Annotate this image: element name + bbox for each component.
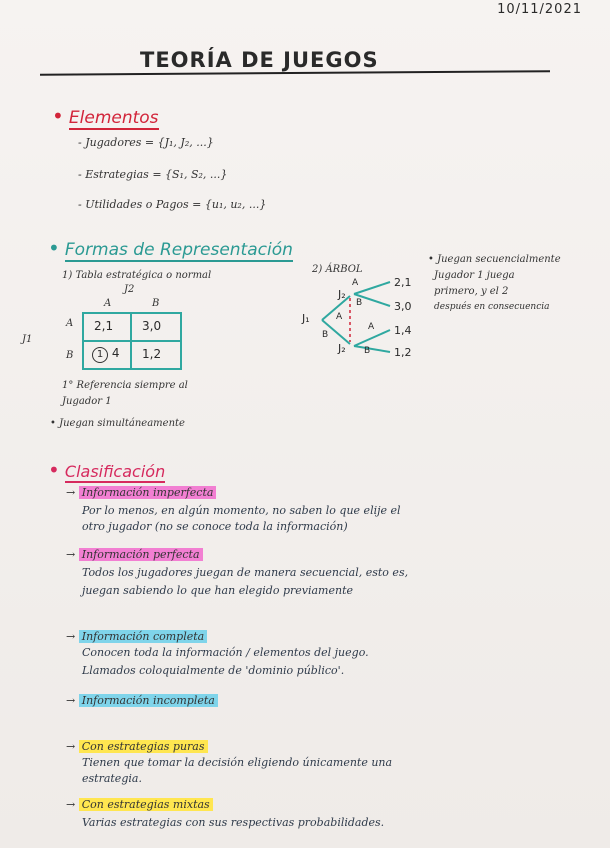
matrix-note: 1° Referencia siempre al [62,380,188,391]
clasif-item-perfecta: → Información perfecta [66,548,203,561]
tree-b-mid: B [322,330,329,340]
tree-j2-top: J₂ [338,288,346,301]
tree-branch [354,346,390,352]
clasif-item-incompleta: → Información incompleta [66,694,218,707]
secuencial-note: después en consecuencia [434,302,550,312]
bullet-icon: • [48,458,60,482]
clasif-text: Tienen que tomar la decisión eligiendo únicamente una [82,756,393,769]
tree-payoff: 3,0 [394,300,412,313]
tree-payoff: 1,4 [394,324,412,337]
tree-b-low: B [364,346,371,356]
clasif-item-imperfecta: → Información imperfecta [66,486,216,499]
elemento-estrategias: - Estrategias = {S₁, S₂, ...} [78,168,228,181]
matrix-j1-label: J1 [22,334,33,345]
matrix-row-a: A [66,318,74,329]
clasif-text: Por lo menos, en algún momento, no saben lo que elije el [82,504,401,517]
bullet-icon: • [48,236,60,260]
clasif-text: Conocen toda la información / elementos del juego. [82,646,369,659]
matrix-note: Jugador 1 [62,396,112,407]
date: 10/11/2021 [497,2,582,17]
tree-payoff: 2,1 [394,276,412,289]
matrix-row-b: B [66,350,74,361]
clasif-text: Varias estrategias con sus respectivas probabilidades. [82,816,385,829]
clasif-text: otro jugador (no se conoce toda la información) [82,520,348,533]
tree-branch [354,282,390,294]
secuencial-note: • Juegan secuencialmente [428,254,561,265]
matrix-cell: 1,2 [142,347,162,361]
title-underline [40,70,550,76]
circled-number: 1 [92,347,108,363]
matrix-divider [84,340,180,342]
clasificacion-heading: • Clasificación [48,458,166,482]
clasif-item-puras: → Con estrategias puras [66,740,208,753]
bullet-icon: • [52,104,64,128]
elementos-heading: • Elementos [52,104,159,128]
clasif-text: Todos los jugadores juegan de manera secuencial, esto es, [82,566,409,579]
matrix-cell: 2,1 [94,319,114,333]
matrix-j2-label: J2 [124,284,135,295]
tree-payoff: 1,2 [394,346,412,359]
tree-branch [354,330,390,346]
clasif-item-completa: → Información completa [66,630,207,643]
tree-j2-bottom: J₂ [338,342,346,355]
tree-j1: J₁ [302,312,310,325]
tabla-label: 1) Tabla estratégica o normal [62,270,212,281]
secuencial-note: Jugador 1 juega [434,270,515,281]
matrix-col-b: B [152,298,160,309]
payoff-matrix [82,312,182,370]
clasif-item-mixtas: → Con estrategias mixtas [66,798,213,811]
page-title: TEORÍA DE JUEGOS [140,48,379,72]
arbol-label: 2) ÁRBOL [312,264,363,275]
tree-a-top: A [352,278,359,288]
secuencial-note: primero, y el 2 [434,286,509,297]
clasif-text: estrategia. [82,772,142,785]
tree-a-low: A [368,322,375,332]
matrix-cell: 3,0 [142,319,162,333]
matrix-cell: 1 4 [92,346,119,363]
elemento-utilidades: - Utilidades o Pagos = {u₁, u₂, ...} [78,198,267,211]
clasif-text: Llamados coloquialmente de 'dominio público'. [82,664,345,677]
matrix-col-a: A [104,298,112,309]
tree-b-top: B [356,298,363,308]
tree-a-mid: A [336,312,343,322]
clasif-text: juegan sabiendo lo que han elegido previamente [82,584,354,597]
simultaneo-note: • Juegan simultáneamente [50,418,185,429]
formas-heading: • Formas de Representación [48,236,293,260]
elemento-jugadores: - Jugadores = {J₁, J₂, ...} [78,136,214,149]
